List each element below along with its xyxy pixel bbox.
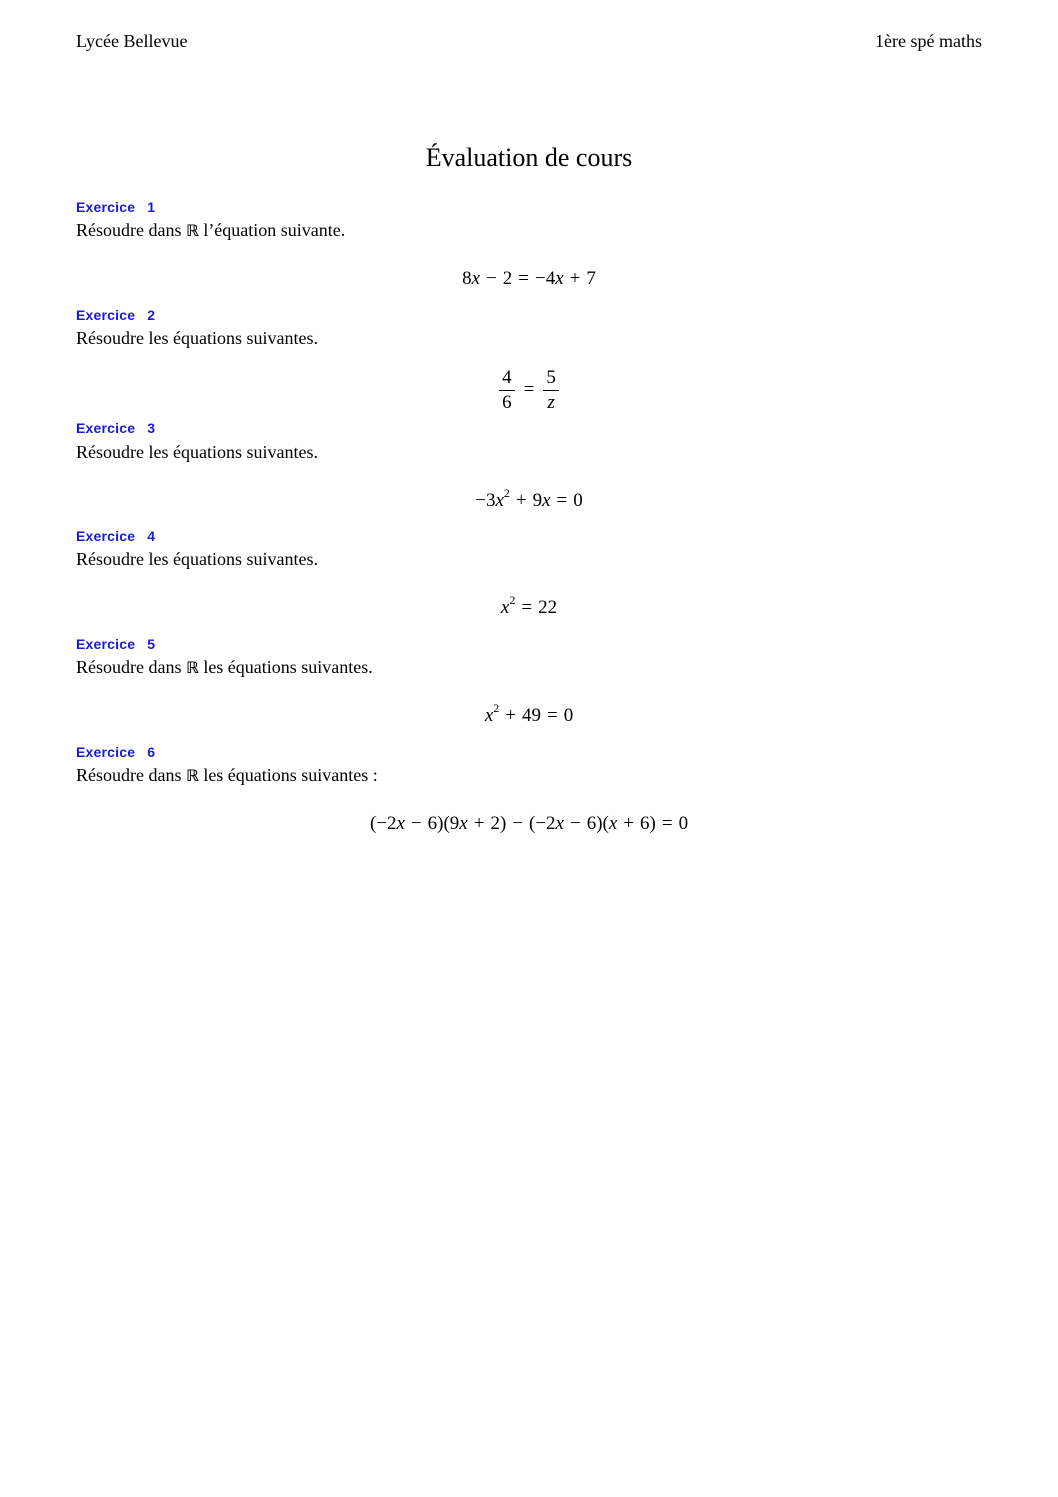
exercise-4-equation: $x^2 = 22$ [500,593,558,618]
exercise-number: 3 [147,420,156,436]
exercise-6-heading [76,744,155,760]
exercise-6-equation: (−2x − 6)(9x + 2) − (−2x − 6)(x + 6) = 0 [369,813,689,834]
exercise-label: Exercice [76,528,136,544]
page-title: Évaluation de cours [425,143,633,172]
exercise-number: 6 [147,744,156,760]
exercise-3-heading [76,420,155,436]
exercise-5-statement [76,657,373,678]
statement-text: l’équation suivante. [198,220,346,240]
exercise-3-statement: Résoudre les équations suivantes. [76,442,318,462]
exercise-6-statement [76,765,378,786]
exercise-5-equation: $x^2 + 49 = 0$ [484,701,574,726]
school-name: Lycée Bellevue [76,31,188,51]
statement-text: les équations suivantes : [198,765,378,785]
real-numbers-symbol: ℝ [185,221,199,240]
statement-text: les équations suivantes. [198,657,373,677]
exercise-2-statement: Résoudre les équations suivantes. [76,328,318,348]
exercise-number: 1 [147,199,156,215]
exercise-1-statement [76,220,345,241]
exercise-2-equation: $\frac{4}{6}$ = $\frac{5}{z}$ [0,366,1058,415]
exercise-label: Exercice [76,199,136,215]
real-numbers-symbol: ℝ [185,766,199,785]
statement-text: Résoudre dans [76,765,186,785]
exercise-number: 5 [147,636,156,652]
exercise-label: Exercice [76,744,136,760]
exercise-label: Exercice [76,420,136,436]
exercise-label: Exercice [76,636,136,652]
statement-text: Résoudre dans [76,657,186,677]
exercise-4-statement: Résoudre les équations suivantes. [76,549,318,569]
exercise-number: 2 [147,307,156,323]
exercise-number: 4 [147,528,156,544]
exercise-2-heading [76,307,155,323]
exercise-5-heading [76,636,155,652]
exercise-3-equation: $-3x^2 + 9x = 0$ [475,486,583,511]
statement-text: Résoudre dans [76,220,186,240]
real-numbers-symbol: ℝ [185,658,199,677]
exercise-4-heading [76,528,155,544]
exercise-1-equation: 8x − 2 = −4x + 7 [462,268,596,289]
exercise-1-heading [76,199,155,215]
course-name: 1ère spé maths [875,31,982,51]
exercise-label: Exercice [76,307,136,323]
